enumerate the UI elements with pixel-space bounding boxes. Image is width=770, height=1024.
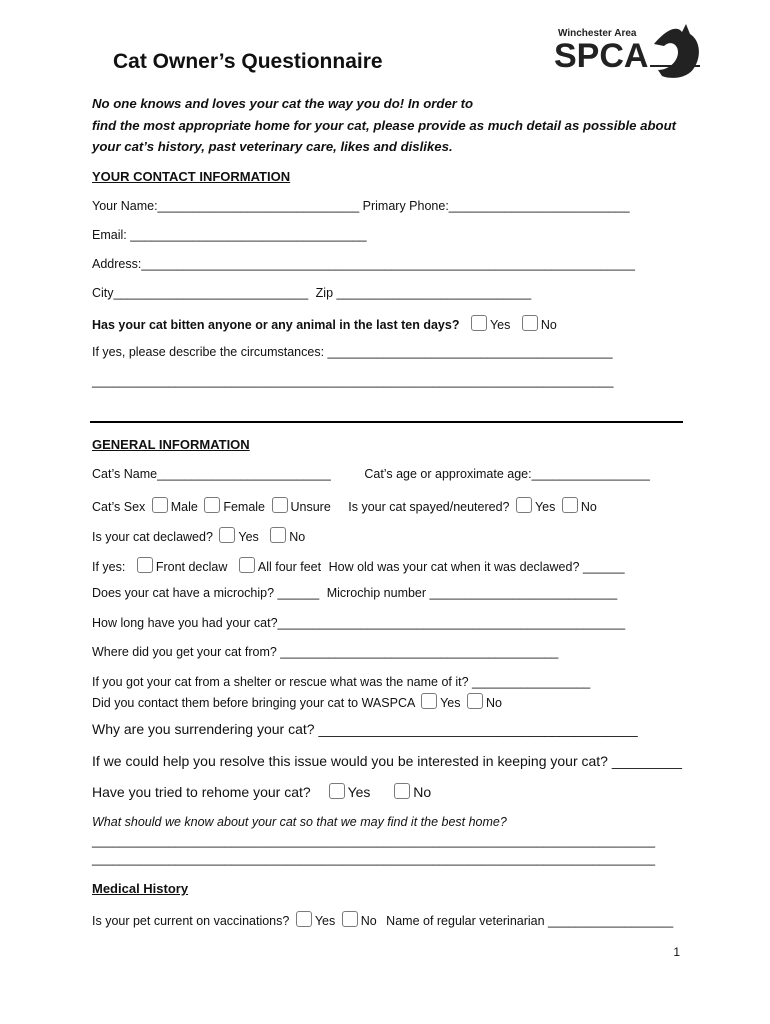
- spayed-yes-label: Yes: [534, 500, 556, 514]
- microchip-number-field[interactable]: Microchip number ___________________________: [326, 586, 618, 600]
- declawed-no-checkbox[interactable]: [270, 527, 286, 543]
- intro-line-1: No one knows and loves your cat the way you do! In order to: [92, 96, 474, 111]
- vacc-no-label: No: [360, 914, 377, 928]
- front-declaw-label: Front declaw: [155, 560, 228, 574]
- logo-brand: SPCA: [554, 37, 649, 75]
- page-number: 1: [673, 945, 680, 959]
- bitten-yes-checkbox[interactable]: [471, 315, 487, 331]
- rehome-no-checkbox[interactable]: [394, 783, 410, 799]
- spca-logo: [554, 22, 704, 84]
- all-four-label: All four feet: [257, 560, 322, 574]
- front-declaw-checkbox[interactable]: [137, 557, 153, 573]
- cat-age-field[interactable]: Cat’s age or approximate age:_________________: [364, 467, 650, 481]
- your-name-field[interactable]: Your Name:_____________________________: [92, 199, 360, 213]
- city-field[interactable]: City____________________________: [92, 286, 309, 300]
- unsure-checkbox[interactable]: [272, 497, 288, 513]
- intro-line-2: find the most appropriate home for your cat, please provide as much detail as possible about: [92, 118, 677, 133]
- veterinarian-field[interactable]: Name of regular veterinarian __________________: [386, 914, 674, 928]
- female-label: Female: [223, 500, 266, 514]
- contact-yes-label: Yes: [440, 696, 461, 710]
- contact-heading: YOUR CONTACT INFORMATION: [92, 169, 291, 184]
- cat-sex-label: Cat’s Sex: [92, 500, 146, 514]
- cat-name-age-row: [92, 467, 650, 481]
- contact-shelter-row: [92, 693, 502, 710]
- logo-top-text: Winchester Area: [558, 28, 637, 39]
- general-heading: GENERAL INFORMATION: [92, 437, 250, 452]
- contact-no-checkbox[interactable]: [467, 693, 483, 709]
- know-line-1[interactable]: _________________________________________________________________________________: [92, 834, 656, 848]
- section-divider: [90, 421, 683, 423]
- spayed-no-checkbox[interactable]: [562, 497, 578, 513]
- vacc-yes-checkbox[interactable]: [296, 911, 312, 927]
- know-line-2[interactable]: _________________________________________________________________________________: [92, 852, 656, 866]
- declaw-type-row: [92, 557, 625, 574]
- spayed-question: Is your cat spayed/neutered?: [348, 500, 510, 514]
- declawed-yes-checkbox[interactable]: [219, 527, 235, 543]
- zip-field[interactable]: Zip ____________________________: [315, 286, 532, 300]
- contact-no-label: No: [486, 696, 502, 710]
- know-question: What should we know about your cat so that we may find it the best home?: [92, 815, 507, 829]
- medical-heading: Medical History: [92, 881, 189, 896]
- bitten-row: [92, 315, 557, 332]
- vaccination-question: Is your pet current on vaccinations?: [92, 914, 290, 928]
- male-label: Male: [170, 500, 198, 514]
- rehome-yes-checkbox[interactable]: [329, 783, 345, 799]
- name-phone-row: [92, 199, 630, 213]
- microchip-row: [92, 586, 617, 600]
- bitten-yes-label: Yes: [489, 318, 511, 332]
- contact-yes-checkbox[interactable]: [421, 693, 437, 709]
- vacc-no-checkbox[interactable]: [342, 911, 358, 927]
- bitten-no-label: No: [540, 318, 557, 332]
- declawed-no-label: No: [289, 530, 306, 544]
- rehome-row: [92, 783, 431, 800]
- primary-phone-field[interactable]: Primary Phone:__________________________: [362, 199, 630, 213]
- vacc-yes-label: Yes: [314, 914, 336, 928]
- intro-line-3: your cat’s history, past veterinary care, likes and dislikes.: [92, 139, 453, 154]
- microchip-question[interactable]: Does your cat have a microchip? ______: [92, 586, 320, 600]
- spayed-no-label: No: [580, 500, 597, 514]
- bitten-question: Has your cat bitten anyone or any animal in the last ten days?: [92, 318, 460, 332]
- shelter-name-field[interactable]: If you got your cat from a shelter or rescue what was the name of it? _________________: [92, 675, 591, 689]
- surrender-field[interactable]: Why are you surrendering your cat? _________________________________________: [92, 721, 638, 737]
- contact-shelter-question: Did you contact them before bringing your cat to WASPCA: [92, 696, 415, 710]
- vaccination-row: [92, 911, 673, 928]
- declawed-question: Is your cat declawed?: [92, 530, 213, 544]
- page-title: Cat Owner’s Questionnaire: [113, 50, 383, 73]
- describe-line[interactable]: ___________________________________________________________________________: [92, 374, 614, 388]
- female-checkbox[interactable]: [204, 497, 220, 513]
- where-field[interactable]: Where did you get your cat from? ________________________________________: [92, 645, 559, 659]
- city-zip-row: [92, 286, 531, 300]
- describe-field[interactable]: If yes, please describe the circumstances: _________________________________________: [92, 345, 613, 359]
- declaw-age-field[interactable]: How old was your cat when it was declawed? ______: [328, 560, 625, 574]
- rehome-no-label: No: [413, 784, 432, 800]
- all-four-checkbox[interactable]: [239, 557, 255, 573]
- unsure-label: Unsure: [290, 500, 331, 514]
- spayed-yes-checkbox[interactable]: [516, 497, 532, 513]
- rehome-question: Have you tried to rehome your cat?: [92, 784, 311, 800]
- email-field[interactable]: Email: __________________________________: [92, 228, 367, 242]
- cat-dog-silhouette-icon: [654, 24, 699, 78]
- if-yes-label: If yes:: [92, 560, 126, 574]
- how-long-field[interactable]: How long have you had your cat?__________________________________________________: [92, 616, 626, 630]
- cat-sex-row: [92, 497, 597, 514]
- rehome-yes-label: Yes: [347, 784, 371, 800]
- address-field[interactable]: Address:_______________________________________________________________________: [92, 257, 635, 271]
- declawed-yes-label: Yes: [238, 530, 259, 544]
- cat-name-field[interactable]: Cat’s Name_________________________: [92, 467, 331, 481]
- declawed-row: [92, 527, 305, 544]
- male-checkbox[interactable]: [152, 497, 168, 513]
- bitten-no-checkbox[interactable]: [522, 315, 538, 331]
- keep-question-field[interactable]: If we could help you resolve this issue would you be interested in keeping your cat? _________: [92, 753, 682, 769]
